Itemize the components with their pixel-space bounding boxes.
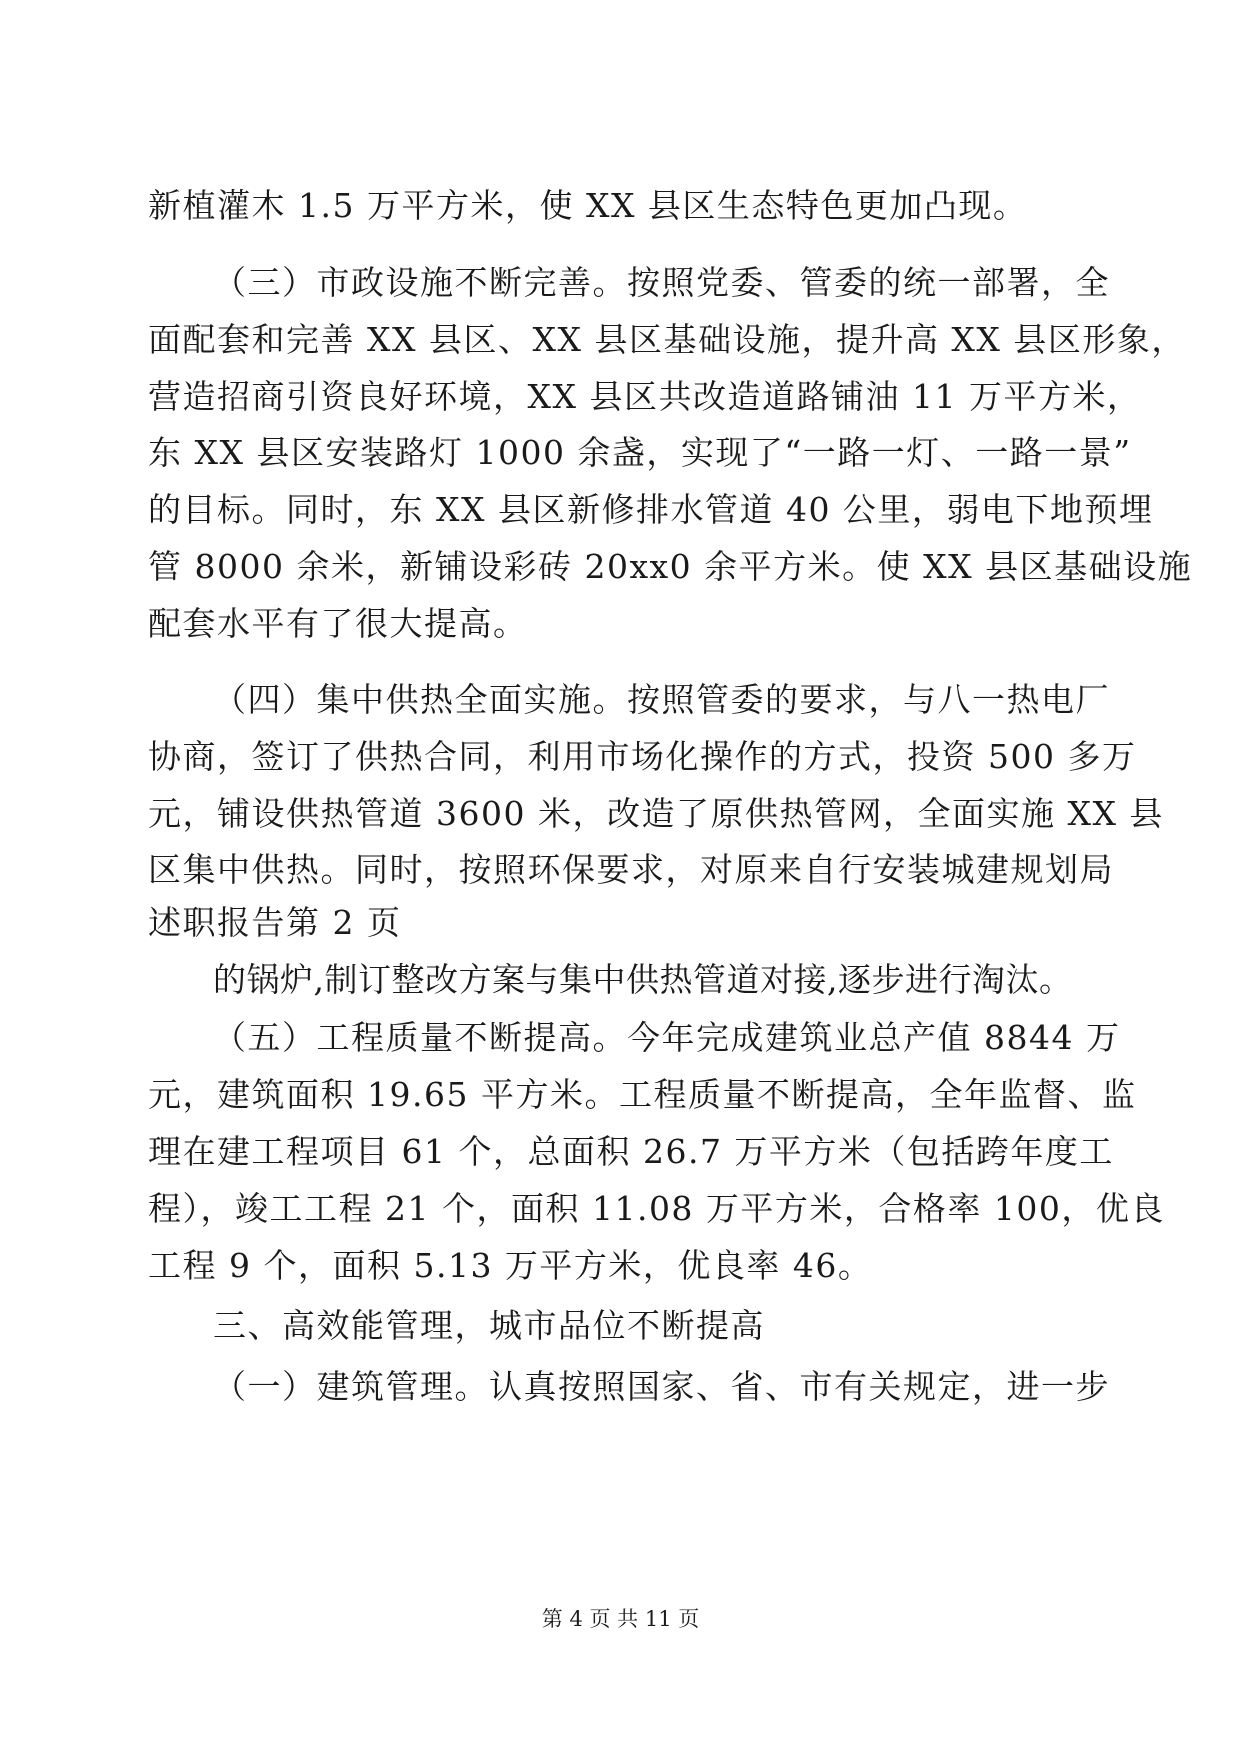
text-line-14: 的锅炉,制订整改方案与集中供热管道对接,逐步进行淘汰。 (213, 960, 1073, 999)
text-line-9: （四）集中供热全面实施。按照管委的要求，与八一热电厂 (213, 680, 1110, 719)
text-line-3: 面配套和完善 XX 县区、XX 县区基础设施，提升高 XX 县区形象， (148, 320, 1186, 359)
text-line-11: 元，铺设供热管道 3600 米，改造了原供热管网，全面实施 XX 县 (148, 794, 1164, 833)
text-line-18: 程），竣工工程 21 个，面积 11.08 万平方米，合格率 100，优良 (148, 1189, 1165, 1228)
text-line-21: （一）建筑管理。认真按照国家、省、市有关规定，进一步 (213, 1367, 1110, 1406)
text-line-17: 理在建工程项目 61 个，总面积 26.7 万平方米（包括跨年度工 (148, 1132, 1114, 1171)
text-line-2: （三）市政设施不断完善。按照党委、管委的统一部署，全 (213, 263, 1110, 302)
text-line-7: 管 8000 余米，新铺设彩砖 20xx0 余平方米。使 XX 县区基础设施 (148, 547, 1193, 586)
text-line-19: 工程 9 个，面积 5.13 万平方米，优良率 46。 (148, 1246, 873, 1285)
text-line-6: 的目标。同时，东 XX 县区新修排水管道 40 公里，弱电下地预埋 (148, 490, 1154, 529)
text-line-15: （五）工程质量不断提高。今年完成建筑业总产值 8844 万 (213, 1018, 1121, 1057)
text-line-4: 营造招商引资良好环境，XX 县区共改造道路铺油 11 万平方米， (148, 377, 1142, 416)
section-heading: 三、高效能管理，城市品位不断提高 (213, 1306, 765, 1345)
text-line-10: 协商，签订了供热合同，利用市场化操作的方式，投资 500 多万 (148, 737, 1137, 776)
text-line-8: 配套水平有了很大提高。 (148, 604, 528, 643)
page-footer: 第 4 页 共 11 页 (541, 1607, 700, 1631)
text-line-5: 东 XX 县区安装路灯 1000 余盏，实现了“一路一灯、一路一景” (148, 433, 1132, 472)
text-line-16: 元，建筑面积 19.65 平方米。工程质量不断提高，全年监督、监 (148, 1075, 1137, 1114)
text-line-1: 新植灌木 1.5 万平方米，使 XX 县区生态特色更加凸现。 (148, 186, 1028, 225)
text-line-12: 区集中供热。同时，按照环保要求，对原来自行安装城建规划局 (148, 850, 1114, 889)
text-line-13: 述职报告第 2 页 (148, 903, 402, 942)
